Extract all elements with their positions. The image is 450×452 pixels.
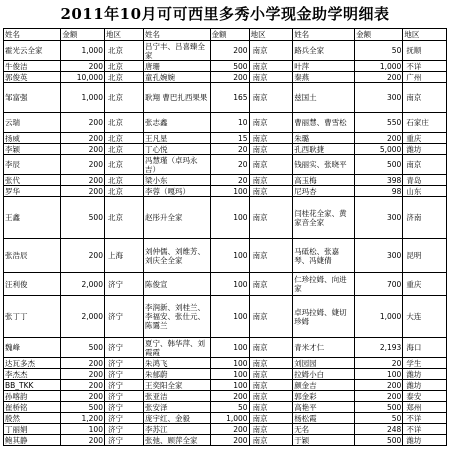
amount-cell: 20 [210,155,249,175]
amount-cell: 200 [61,61,105,72]
name-cell: 卓玛拉姆、婕切珍姆 [293,296,355,338]
name-cell: 杨松霞 [293,413,355,424]
amount-cell: 100 [210,197,249,239]
amount-cell: 200 [61,113,105,133]
table-row [4,61,447,72]
table-row [4,369,447,380]
name-cell: 王奕阳全家 [144,380,211,391]
name-cell: 路兵全家 [293,41,355,61]
amount-cell: 1,200 [61,413,105,424]
name-cell: 高玉梅 [293,175,355,186]
region-cell: 海口 [403,338,447,358]
table-row [4,144,447,155]
table-row [4,338,447,358]
region-cell: 南京 [249,144,293,155]
name-cell: 邹富强 [4,83,61,113]
col-header-region: 地区 [104,29,143,41]
region-cell: 济宁 [104,402,143,413]
page-title: 2011年10月可可西里多秀小学现金助学明细表 [60,5,390,23]
amount-cell: 300 [355,239,403,273]
region-cell: 泰安 [403,391,447,402]
region-cell: 上海 [104,239,143,273]
name-cell: 孔西耿捷 [293,144,355,155]
amount-cell: 165 [210,83,249,113]
region-cell: 南京 [249,358,293,369]
region-cell: 南京 [249,402,293,413]
table-row [4,296,447,338]
region-cell: 北京 [104,83,143,113]
name-cell: 李杰杰 [4,369,61,380]
amount-cell: 50 [355,41,403,61]
amount-cell: 100 [210,369,249,380]
region-cell: 昆明 [403,239,447,273]
region-cell: 北京 [104,175,143,186]
name-cell: 张弛、顾萍全家 [144,435,211,446]
name-cell: 张亚洁 [144,391,211,402]
region-cell: 济宁 [104,273,143,296]
amount-cell: 500 [210,61,249,72]
region-cell: 青岛 [403,175,447,186]
amount-cell: 200 [210,424,249,435]
amount-cell: 248 [355,424,403,435]
name-cell: 霍光云全家 [4,41,61,61]
region-cell: 北京 [104,144,143,155]
name-cell: 于颖 [293,435,355,446]
region-cell: 济宁 [104,358,143,369]
name-cell: 李辰 [4,155,61,175]
region-cell: 南京 [249,197,293,239]
name-cell: 刘仲儒、刘维芳、刘庆全全家 [144,239,211,273]
region-cell: 不详 [403,413,447,424]
name-cell: 王鑫 [4,197,61,239]
table-row [4,402,447,413]
table-row [4,435,447,446]
name-cell: 曹丽慧、曹雪松 [293,113,355,133]
name-cell: 陈俊宣 [144,273,211,296]
amount-cell: 200 [355,391,403,402]
region-cell: 山东 [403,186,447,197]
amount-cell: 200 [61,155,105,175]
region-cell: 南京 [249,435,293,446]
name-cell: 丁丽娟 [4,424,61,435]
amount-cell: 1,000 [61,83,105,113]
amount-cell: 200 [210,41,249,61]
region-cell: 南京 [249,175,293,186]
name-cell: 仁珍拉姆、向进家 [293,273,355,296]
amount-cell: 2,000 [61,273,105,296]
amount-cell: 20 [210,175,249,186]
name-cell: 殷然 [4,413,61,424]
amount-cell: 200 [61,186,105,197]
amount-cell: 15 [210,133,249,144]
name-cell: 张浩辰 [4,239,61,273]
region-cell: 南京 [249,113,293,133]
amount-cell: 100 [210,186,249,197]
col-header-region: 地区 [403,29,447,41]
region-cell: 济宁 [104,338,143,358]
name-cell: 耿翔 曹巴扎西果果 [144,83,211,113]
name-cell: 梁小东 [144,175,211,186]
amount-cell: 10 [210,113,249,133]
region-cell: 北京 [104,197,143,239]
amount-cell: 50 [355,413,403,424]
table-row [4,197,447,239]
amount-cell: 100 [210,338,249,358]
amount-cell: 200 [61,380,105,391]
name-cell: 王凡星 [144,133,211,144]
name-cell: 郭金彩 [293,391,355,402]
name-cell: 刘园园 [293,358,355,369]
region-cell: 南京 [249,380,293,391]
name-cell: 秦燕 [293,72,355,83]
region-cell: 南京 [249,369,293,380]
amount-cell: 1,000 [355,296,403,338]
table-row [4,358,447,369]
table-row [4,413,447,424]
amount-cell: 2,000 [61,296,105,338]
region-cell: 北京 [104,133,143,144]
table-row [4,424,447,435]
name-cell: 朱璐 [293,133,355,144]
region-cell: 北京 [104,41,143,61]
amount-cell: 200 [355,380,403,391]
region-cell: 北京 [104,113,143,133]
name-cell: BB_TKK [4,380,61,391]
table-row [4,273,447,296]
name-cell: 崔桥铭 [4,402,61,413]
table-row [4,133,447,144]
col-header-name: 姓名 [293,29,355,41]
amount-cell: 20 [210,144,249,155]
region-cell: 南京 [249,61,293,72]
region-cell: 抚顺 [403,41,447,61]
amount-cell: 1,000 [355,61,403,72]
amount-cell: 500 [355,155,403,175]
amount-cell: 200 [355,72,403,83]
region-cell: 郑州 [403,402,447,413]
region-cell: 济宁 [104,391,143,402]
region-cell: 大连 [403,296,447,338]
name-cell: 朱郁蔚 [144,369,211,380]
name-cell: 张安泽 [144,402,211,413]
name-cell: 张代 [4,175,61,186]
header-row [4,29,447,41]
name-cell: 汪利俊 [4,273,61,296]
amount-cell: 100 [210,380,249,391]
name-cell: 李蓉（嘎玛） [144,186,211,197]
name-cell: 牛俊洁 [4,61,61,72]
table-row [4,239,447,273]
region-cell: 南京 [249,41,293,61]
name-cell: 闫桂花全家、黄家音全家 [293,197,355,239]
table-row [4,155,447,175]
name-cell: 唐珊 [144,61,211,72]
region-cell: 南京 [249,391,293,402]
col-header-region: 地区 [249,29,293,41]
region-cell: 潍坊 [403,369,447,380]
region-cell: 济宁 [104,435,143,446]
region-cell: 济宁 [104,296,143,338]
name-cell: 达瓦多杰 [4,358,61,369]
name-cell: 钱丽实、张晓平 [293,155,355,175]
amount-cell: 2,193 [355,338,403,358]
name-cell: 尼玛杏 [293,186,355,197]
amount-cell: 1,000 [61,41,105,61]
region-cell: 北京 [104,186,143,197]
name-cell: 郭俊英 [4,72,61,83]
amount-cell: 100 [61,424,105,435]
name-cell: 李颖 [4,144,61,155]
amount-cell: 50 [210,402,249,413]
region-cell: 济宁 [104,380,143,391]
amount-cell: 500 [61,402,105,413]
col-header-amount: 金额 [355,29,403,41]
amount-cell: 20 [355,358,403,369]
region-cell: 潍坊 [403,435,447,446]
table-row [4,41,447,61]
table-row [4,113,447,133]
amount-cell: 700 [355,273,403,296]
name-cell: 叶萍 [293,61,355,72]
amount-cell: 200 [61,435,105,446]
region-cell: 北京 [104,155,143,175]
name-cell: 孙喀韵 [4,391,61,402]
name-cell: 拉姆小白 [293,369,355,380]
name-cell: 魏峰 [4,338,61,358]
name-cell: 青米才仁 [293,338,355,358]
amount-cell: 500 [355,402,403,413]
region-cell: 潍坊 [403,380,447,391]
col-header-name: 姓名 [144,29,211,41]
name-cell: 丁心悦 [144,144,211,155]
amount-cell: 300 [355,83,403,113]
name-cell: 扬威 [4,133,61,144]
amount-cell: 500 [61,338,105,358]
col-header-amount: 金额 [61,29,105,41]
region-cell: 南京 [249,338,293,358]
amount-cell: 200 [210,435,249,446]
region-cell: 济南 [403,197,447,239]
region-cell: 南京 [249,186,293,197]
region-cell: 不详 [403,424,447,435]
table-row [4,186,447,197]
amount-cell: 200 [210,72,249,83]
amount-cell: 100 [210,296,249,338]
name-cell: 马砥松、张嘉琴、冯婕倩 [293,239,355,273]
amount-cell: 5,000 [355,144,403,155]
region-cell: 北京 [104,61,143,72]
name-cell: 颜金吉 [293,380,355,391]
name-cell: 庞宇红、金毅 [144,413,211,424]
table-row [4,391,447,402]
name-cell: 兹国土 [293,83,355,113]
amount-cell: 500 [61,197,105,239]
amount-cell: 200 [61,358,105,369]
name-cell: 罗华 [4,186,61,197]
region-cell: 南京 [249,424,293,435]
amount-cell: 398 [355,175,403,186]
region-cell: 济宁 [104,369,143,380]
region-cell: 南京 [403,155,447,175]
region-cell: 南京 [403,83,447,113]
col-header-amount: 金额 [210,29,249,41]
donation-table [3,28,447,446]
name-cell: 夏宁、韩华萍、刘霞霞 [144,338,211,358]
amount-cell: 100 [355,369,403,380]
table-row [4,380,447,391]
amount-cell: 100 [210,239,249,273]
region-cell: 重庆 [403,133,447,144]
amount-cell: 10,000 [61,72,105,83]
amount-cell: 200 [210,391,249,402]
region-cell: 石家庄 [403,113,447,133]
name-cell: 赵彤升全家 [144,197,211,239]
table-row [4,83,447,113]
amount-cell: 300 [355,197,403,239]
amount-cell: 200 [61,391,105,402]
amount-cell: 200 [355,133,403,144]
region-cell: 济宁 [104,413,143,424]
name-cell: 吕宁丰、吕喜臻全家 [144,41,211,61]
name-cell: 鲍其静 [4,435,61,446]
amount-cell: 550 [355,113,403,133]
amount-cell: 200 [61,175,105,186]
name-cell: 张志鑫 [144,113,211,133]
region-cell: 重庆 [403,273,447,296]
region-cell: 南京 [249,83,293,113]
amount-cell: 100 [210,358,249,369]
name-cell: 李苏江 [144,424,211,435]
region-cell: 南京 [249,72,293,83]
col-header-name: 姓名 [4,29,61,41]
name-cell: 云瑞 [4,113,61,133]
amount-cell: 200 [61,133,105,144]
name-cell: 张丁丁 [4,296,61,338]
name-cell: 朱鸿飞 [144,358,211,369]
region-cell: 南京 [249,296,293,338]
region-cell: 潍坊 [403,144,447,155]
table-row [4,72,447,83]
region-cell: 南京 [249,239,293,273]
region-cell: 学生 [403,358,447,369]
name-cell: 无名 [293,424,355,435]
region-cell: 南京 [249,413,293,424]
region-cell: 南京 [249,273,293,296]
region-cell: 济宁 [104,424,143,435]
name-cell: 童孔婉婉 [144,72,211,83]
region-cell: 北京 [104,72,143,83]
amount-cell: 98 [355,186,403,197]
region-cell: 不详 [403,61,447,72]
amount-cell: 200 [61,369,105,380]
name-cell: 冯慧瑾（卓玛永吉） [144,155,211,175]
region-cell: 南京 [249,133,293,144]
region-cell: 广州 [403,72,447,83]
region-cell: 南京 [249,155,293,175]
amount-cell: 1,000 [210,413,249,424]
amount-cell: 200 [61,239,105,273]
amount-cell: 200 [61,144,105,155]
amount-cell: 100 [210,273,249,296]
table-row [4,175,447,186]
amount-cell: 500 [355,435,403,446]
name-cell: 李润新、刘桂兰、李福安、张仕元、陈霭兰 [144,296,211,338]
name-cell: 高艳平 [293,402,355,413]
